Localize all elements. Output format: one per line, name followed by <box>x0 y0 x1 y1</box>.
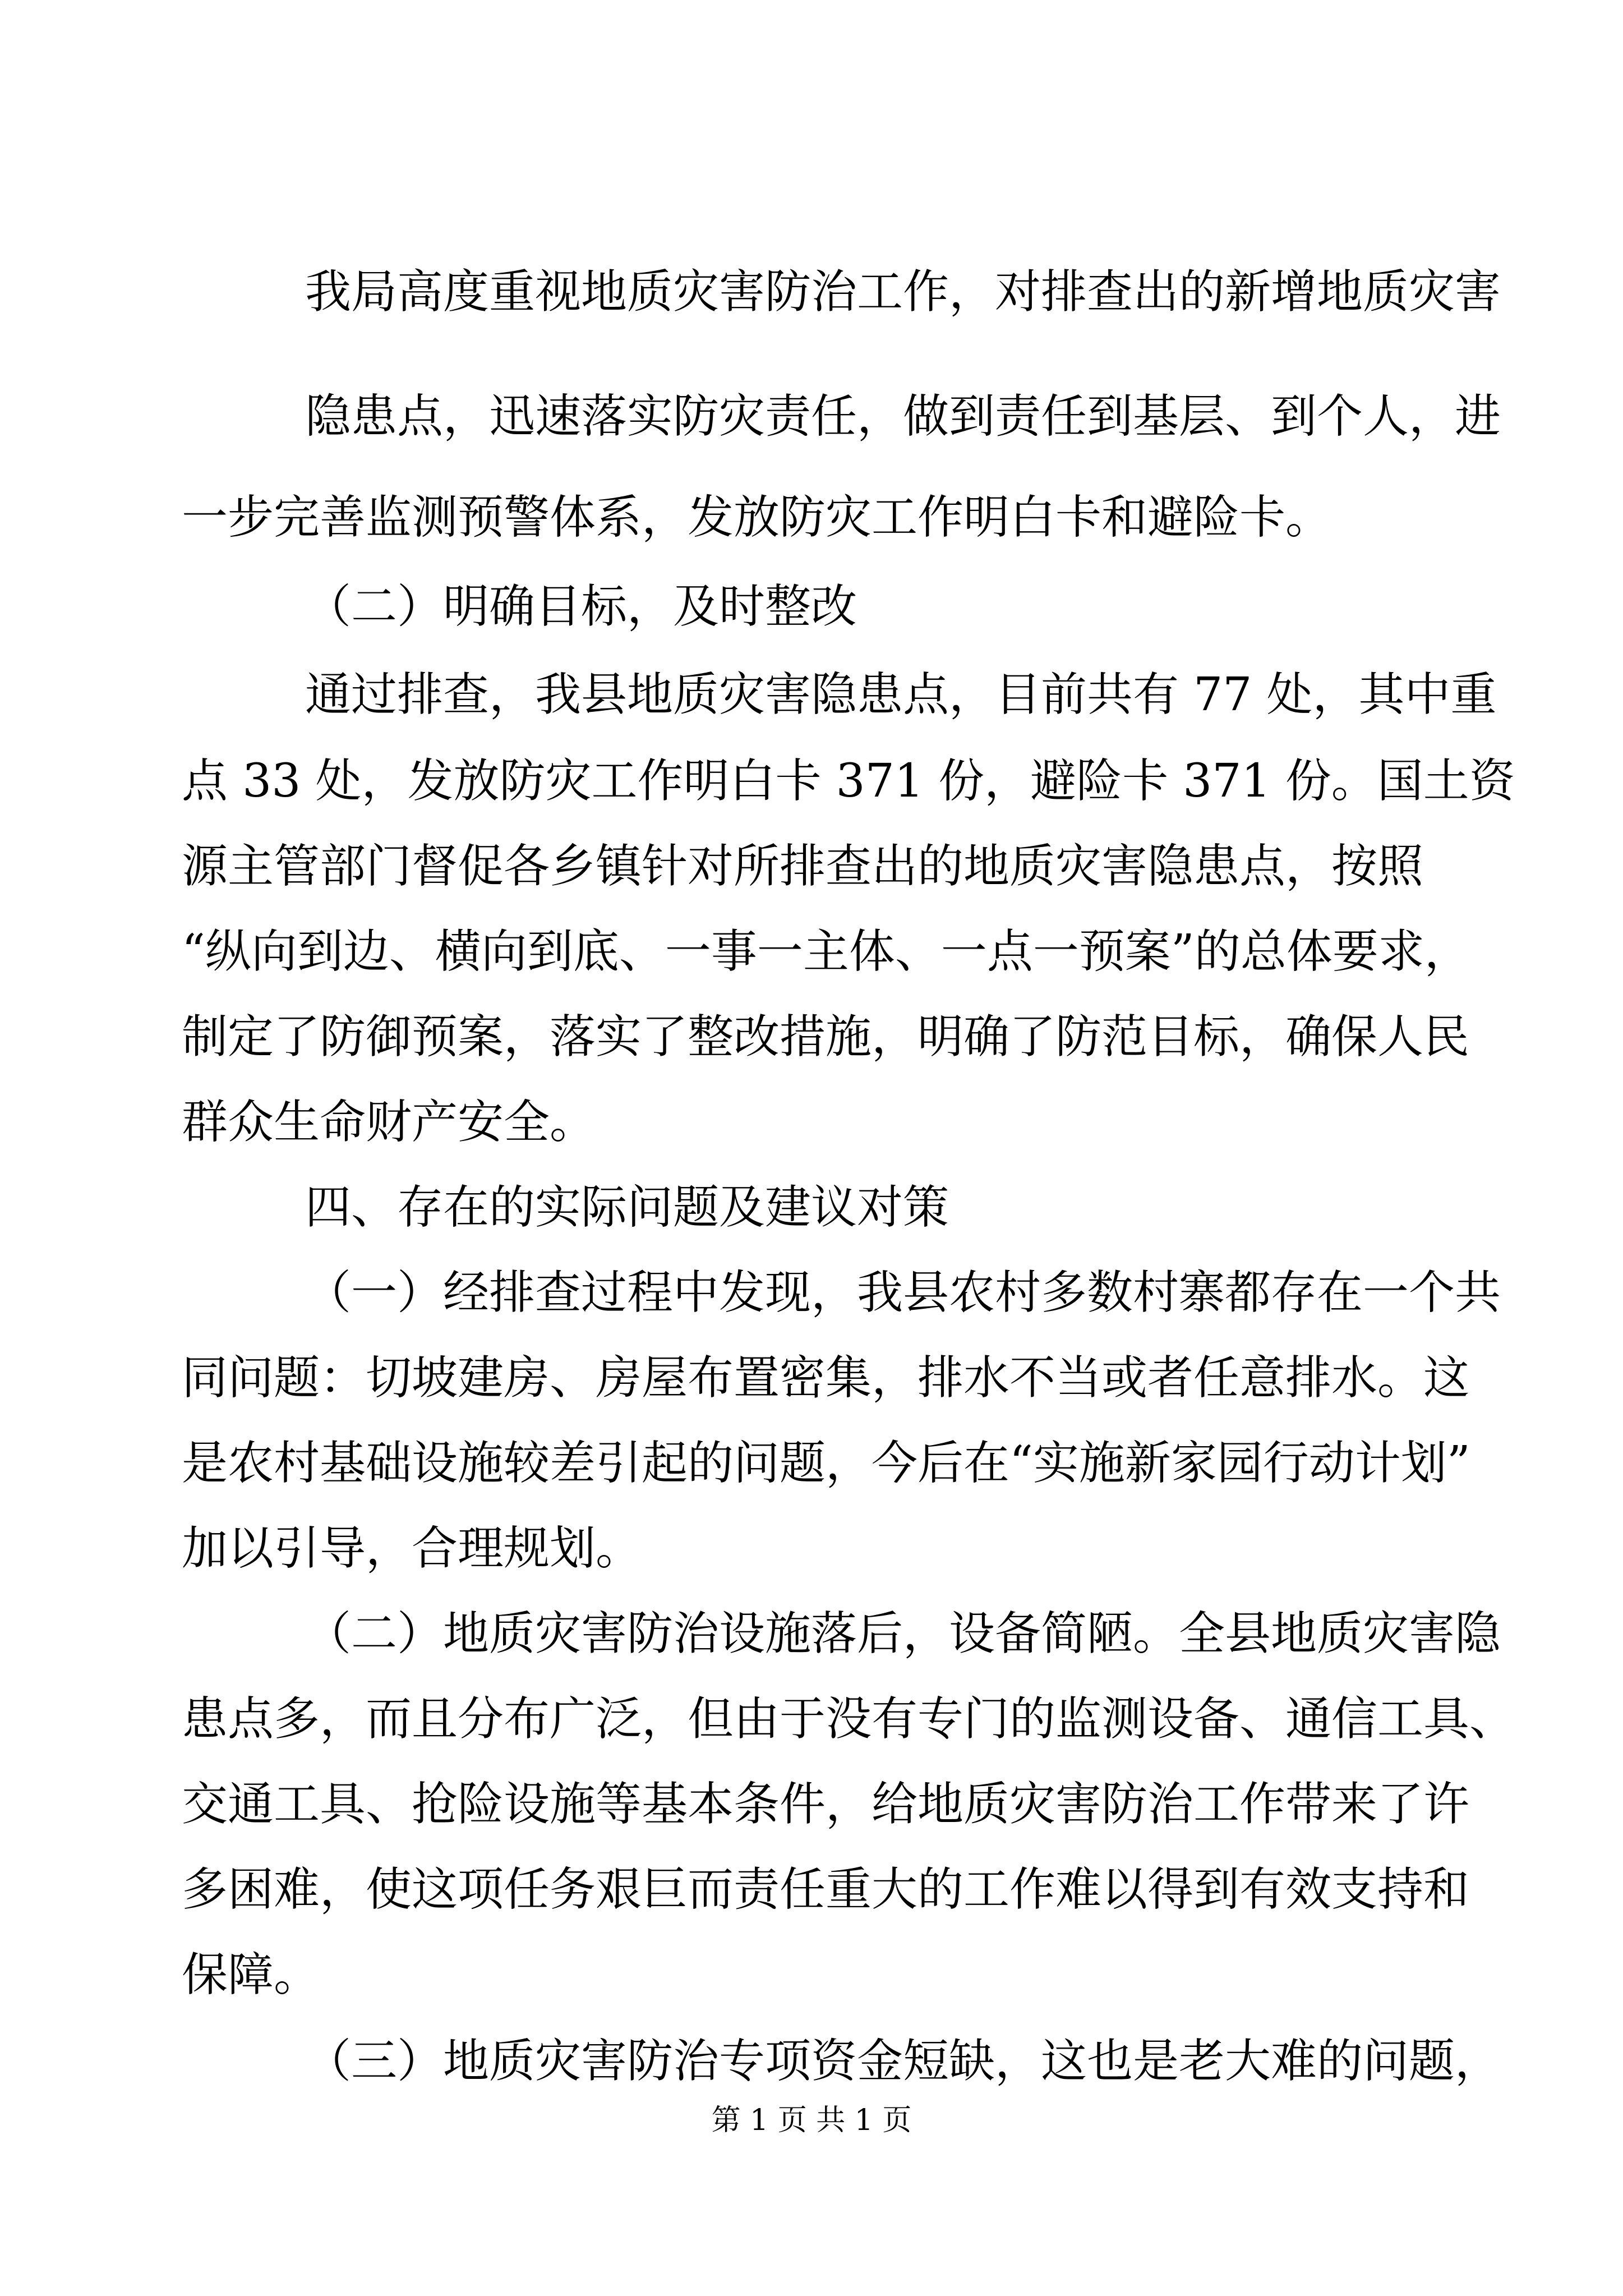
text-line <box>0 1683 1623 1756</box>
paragraph-text: 点 33 处，发放防灾工作明白卡 371 份，避险卡 371 份。国土资 <box>182 754 1515 808</box>
paragraph-text: 同问题：切坡建房、房屋布置密集，排水不当或者任意排水。这 <box>182 1351 1470 1405</box>
paragraph-text: （三）地质灾害防治专项资金短缺，这也是老大难的问题， <box>305 2035 1501 2088</box>
paragraph-text: 源主管部门督促各乡镇针对所排查出的地质灾害隐患点，按照 <box>182 840 1424 893</box>
text-line <box>0 1512 1623 1585</box>
paragraph-text: 一步完善监测预警体系，发放防灾工作明白卡和避险卡。 <box>182 491 1332 544</box>
text-line <box>0 1427 1623 1500</box>
paragraph-text: 隐患点，迅速落实防灾责任，做到责任到基层、到个人，进 <box>305 390 1501 443</box>
text-line <box>0 1342 1623 1415</box>
paragraph-text: 群众生命财产安全。 <box>182 1096 596 1149</box>
paragraph-text: 是农村基础设施较差引起的问题，今后在“实施新家园行动计划” <box>182 1437 1470 1490</box>
text-line <box>0 915 1623 988</box>
page-footer: 第 1 页 共 1 页 <box>711 2104 912 2137</box>
text-line <box>0 481 1623 554</box>
paragraph-text: 多困难，使这项任务艰巨而责任重大的工作难以得到有效支持和 <box>182 1863 1470 1916</box>
text-line <box>0 380 1623 453</box>
text-line <box>0 659 1623 731</box>
text-line <box>0 1086 1623 1159</box>
paragraph-text: 加以引导，合理规划。 <box>182 1522 642 1575</box>
text-line <box>0 1598 1623 1671</box>
paragraph-text: 通过排查，我县地质灾害隐患点，目前共有 77 处，其中重 <box>305 668 1497 721</box>
text-line <box>0 830 1623 903</box>
section-heading <box>0 570 1623 643</box>
heading-text: （二）明确目标，及时整改 <box>305 580 857 633</box>
text-line <box>0 1768 1623 1841</box>
text-line <box>0 256 1623 329</box>
text-line <box>0 2025 1623 2098</box>
paragraph-text: 患点多，而且分布广泛，但由于没有专门的监测设备、通信工具、 <box>182 1692 1516 1746</box>
paragraph-text: 交通工具、抢险设施等基本条件，给地质灾害防治工作带来了许 <box>182 1778 1470 1831</box>
text-line <box>0 1001 1623 1074</box>
text-line <box>0 1939 1623 2012</box>
text-line <box>0 1257 1623 1329</box>
paragraph-text: （一）经排查过程中发现，我县农村多数村寨都存在一个共 <box>305 1266 1501 1319</box>
paragraph-text: “纵向到边、横向到底、一事一主体、一点一预案”的总体要求， <box>182 925 1470 978</box>
text-line <box>0 745 1623 818</box>
paragraph-text: （二）地质灾害防治设施落后，设备简陋。全县地质灾害隐 <box>305 1607 1501 1660</box>
section-heading <box>0 1171 1623 1244</box>
paragraph-text: 保障。 <box>182 1948 320 2001</box>
paragraph-text: 我局高度重视地质灾害防治工作，对排查出的新增地质灾害 <box>305 265 1501 319</box>
heading-text: 四、存在的实际问题及建议对策 <box>305 1181 949 1234</box>
paragraph-text: 制定了防御预案，落实了整改措施，明确了防范目标，确保人民 <box>182 1010 1470 1064</box>
text-line <box>0 1853 1623 1926</box>
